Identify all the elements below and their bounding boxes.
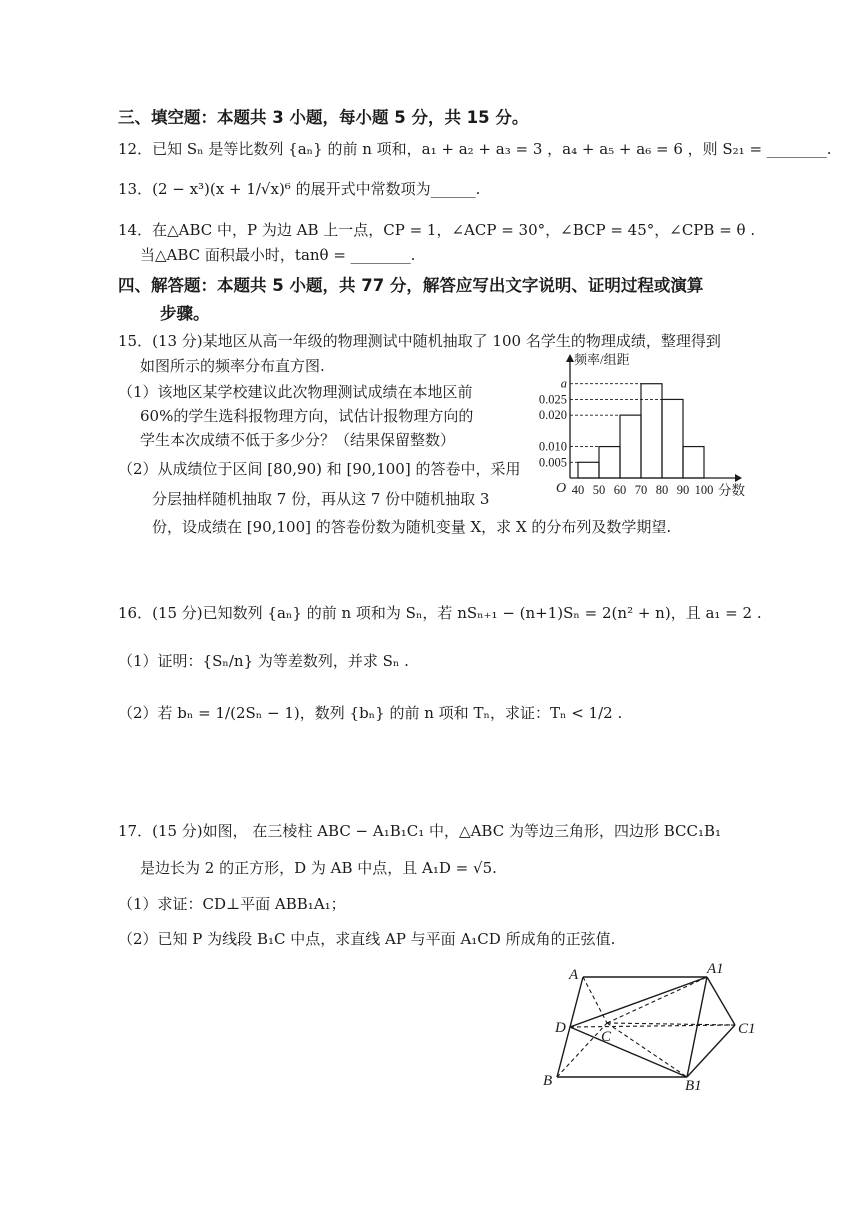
label-b1: B1 [685,1078,702,1094]
y-tick-0: a [560,376,567,391]
bar-3 [641,384,662,478]
x-axis-arrow [735,474,742,482]
question-14-line-1: 14．在△ABC 中，P 为边 AB 上一点，CP = 1，∠ACP = 30°，∠BCP = 45°，∠CPB = θ . [118,221,756,239]
label-c: C [601,1029,612,1045]
y-tick-2: 0.020 [538,408,567,423]
x-tick-2: 60 [613,483,627,497]
frequency-histogram [530,350,760,510]
prism-figure [535,955,775,1095]
x-tick-6: 100 [694,483,714,497]
question-15-part-2-line-3: 份，设成绩在 [90,100] 的答卷份数为随机变量 X，求 X 的分布列及数学期望. [152,518,672,536]
bar-0 [578,462,599,478]
bar-1 [599,447,620,478]
question-15-line-2: 如图所示的频率分布直方图. [140,357,325,375]
x-tick-0: 40 [571,483,585,497]
bar-4 [662,399,683,478]
question-15-part-1-line-3: 学生本次成绩不低于多少分？（结果保留整数） [140,431,456,449]
origin-label: O [556,481,567,496]
label-a1: A1 [707,961,724,977]
question-17-part-2: （2）已知 P 为线段 B₁C 中点，求直线 AP 与平面 A₁CD 所成角的正弦值. [118,930,616,948]
question-15-line-1: 15．(13 分)某地区从高一年级的物理测试中随机抽取了 100 名学生的物理成绩，整理得到 [118,332,721,350]
question-16-part-1: （1）证明：{Sₙ/n} 为等差数列，并求 Sₙ . [118,652,409,670]
label-b: B [543,1073,553,1089]
x-tick-5: 90 [676,483,690,497]
question-16-part-2: （2）若 bₙ = 1/(2Sₙ − 1)，数列 {bₙ} 的前 n 项和 Tₙ，求证：Tₙ < 1/2 . [118,704,623,722]
y-axis-arrow [566,354,574,362]
question-15-part-1-line-1: （1）该地区某学校建议此次物理测试成绩在本地区前 [118,383,473,401]
label-c1: C1 [738,1021,756,1037]
x-tick-4: 80 [655,483,669,497]
question-14-line-2: 当△ABC 面积最小时，tanθ = ________. [140,246,416,264]
question-17-part-1: （1）求证：CD⊥平面 ABB₁A₁； [118,895,346,913]
question-17-line-1: 17．(15 分)如图， 在三棱柱 ABC − A₁B₁C₁ 中，△ABC 为等边三角形，四边形 BCC₁B₁ [118,822,722,840]
section-3-title: 三、填空题：本题共 3 小题，每小题 5 分，共 15 分。 [118,108,529,127]
bar-2 [620,415,641,478]
question-15-part-1-line-2: 60%的学生选科报物理方向，试估计报物理方向的 [140,407,474,425]
y-tick-1: 0.025 [538,392,567,407]
x-axis-label: 分数 [718,483,745,498]
label-d: D [555,1020,566,1036]
x-tick-3: 70 [634,483,648,497]
y-axis-label: 频率/组距 [574,352,630,367]
label-a: A [569,967,579,983]
section-4-title-line-1: 四、解答题：本题共 5 小题，共 77 分，解答应写出文字说明、证明过程或演算 [118,276,704,295]
y-tick-4: 0.005 [538,455,567,470]
question-15-part-2-line-1: （2）从成绩位于区间 [80,90) 和 [90,100] 的答卷中，采用 [118,460,521,478]
question-15-part-2-line-2: 分层抽样随机抽取 7 份，再从这 7 份中随机抽取 3 [152,490,490,508]
question-12: 12．已知 Sₙ 是等比数列 {aₙ} 的前 n 项和，a₁ + a₂ + a₃ = 3 ，a₄ + a₅ + a₆ = 6 ，则 S₂₁ = ________. [118,140,832,158]
question-13: 13．(2 − x³)(x + 1/√x)⁶ 的展开式中常数项为______. [118,180,481,198]
section-4-title-line-2: 步骤。 [160,304,210,323]
bar-5 [683,447,704,478]
question-17-line-2: 是边长为 2 的正方形，D 为 AB 中点，且 A₁D = √5. [140,859,497,877]
y-tick-3: 0.010 [538,439,567,454]
x-tick-1: 50 [592,483,606,497]
question-16-line-1: 16．(15 分)已知数列 {aₙ} 的前 n 项和为 Sₙ，若 nSₙ₊₁ − (n+1)Sₙ = 2(n² + n)，且 a₁ = 2 . [118,604,762,622]
